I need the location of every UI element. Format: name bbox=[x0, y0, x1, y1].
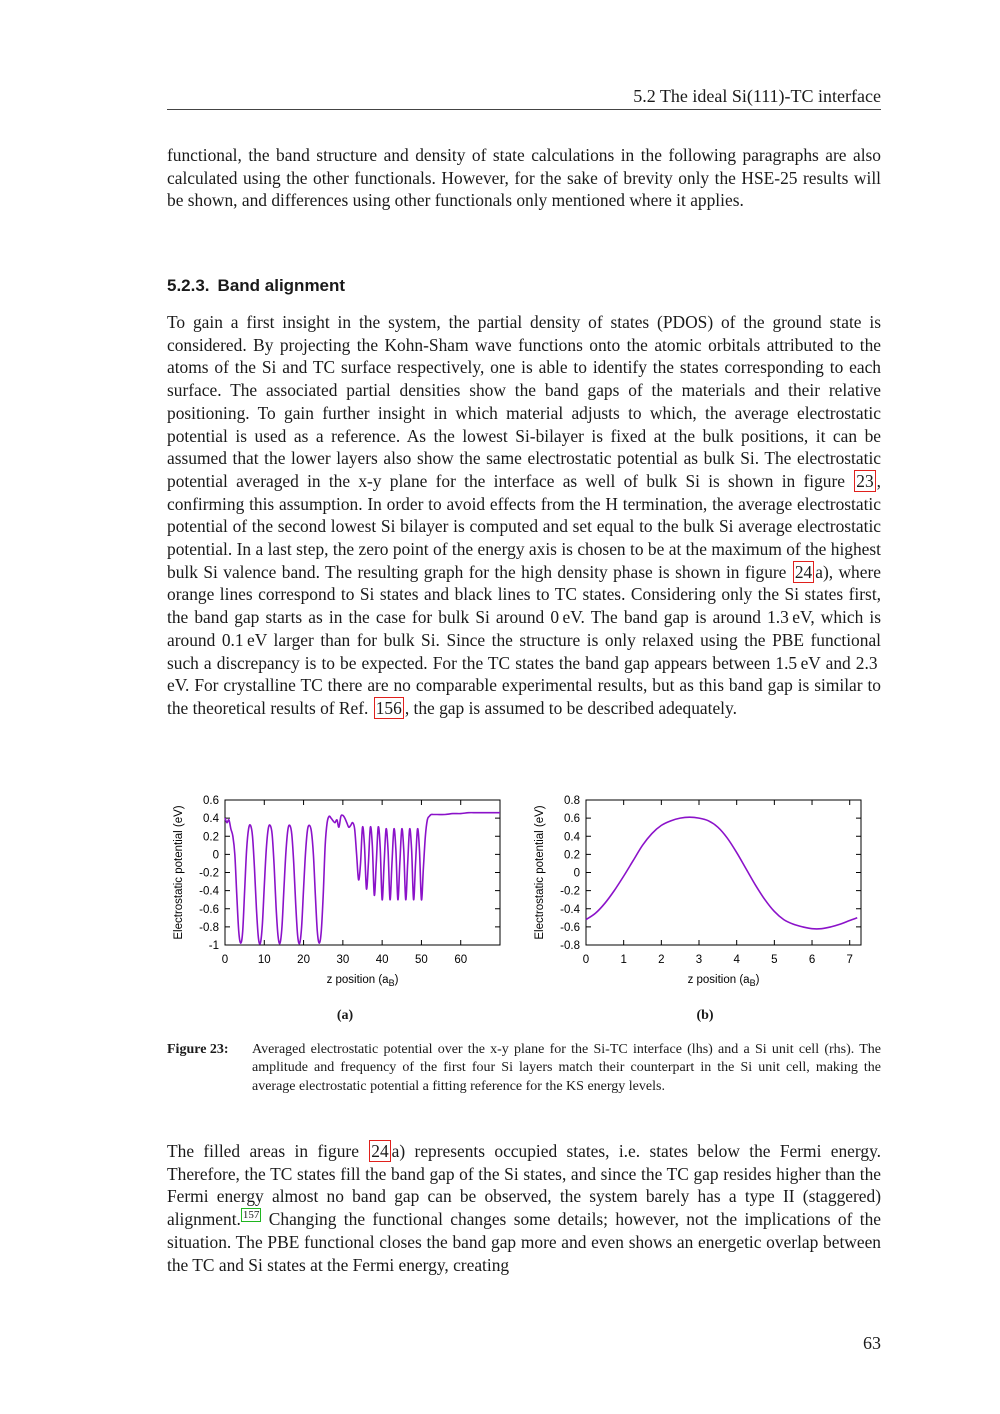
x-tick-label: 5 bbox=[771, 954, 778, 966]
y-tick-label: 0.4 bbox=[203, 813, 219, 826]
paragraph-filled-areas bbox=[167, 1140, 881, 1276]
figure-caption-text: Averaged electrostatic potential over the x-y plane for the Si-TC interface (lhs) and a Si unit cell (rhs). The amplitude and frequency of the first four Si layers match their counterpart in the Si unit cell, making the average electrostatic potential a fitting reference for the KS energy levels. bbox=[252, 1042, 881, 1094]
plot-frame bbox=[225, 800, 500, 945]
x-axis-label-sub: B bbox=[749, 978, 756, 988]
x-tick-label: 60 bbox=[454, 954, 468, 966]
y-axis-label: Electrostatic potential (eV) bbox=[173, 805, 185, 940]
x-tick-label: 10 bbox=[257, 954, 271, 966]
x-tick-label: 30 bbox=[336, 954, 350, 966]
figure-caption bbox=[167, 1041, 881, 1096]
x-tick-label: 6 bbox=[808, 954, 816, 966]
x-tick-label: 1 bbox=[620, 954, 627, 966]
chart-interface-potential bbox=[167, 785, 507, 990]
x-axis-label-end: ) bbox=[394, 974, 399, 986]
x-tick-label: 7 bbox=[846, 954, 853, 966]
header-rule bbox=[167, 109, 881, 110]
y-tick-label: -0.6 bbox=[560, 921, 580, 934]
data-series-line bbox=[225, 813, 500, 944]
x-tick-label: 50 bbox=[415, 954, 428, 966]
x-tick-label: 3 bbox=[695, 954, 703, 966]
paragraph-intro: functional, the band structure and density of state calculations in the following paragraphs are also calculated using the other functionals. However, for the sake of brevity only the HSE-25 results will be shown, and differences using other functionals only mentioned where it applies. bbox=[167, 145, 881, 211]
x-tick-label: 0 bbox=[582, 954, 590, 966]
y-tick-label: 0 bbox=[212, 849, 219, 862]
y-tick-label: -1 bbox=[208, 940, 219, 952]
data-series-line bbox=[586, 817, 857, 929]
y-tick-label: 0.4 bbox=[564, 831, 580, 844]
plot-frame bbox=[586, 800, 861, 945]
x-tick-label: 4 bbox=[733, 954, 740, 966]
figure-ref-link[interactable]: 24 bbox=[794, 561, 813, 582]
figure-ref-link[interactable]: 23 bbox=[856, 470, 874, 491]
x-tick-label: 20 bbox=[297, 954, 310, 966]
text-run: a), where orange lines correspond to Si states and black lines to TC states. Considering only the Si states first, the band gap starts as in the case for bulk Si around 0 eV. The band gap is around 1.3 eV, which is around 0.1 eV larger than for bulk Si. Since the structure is only relaxed using the PBE functional such a discrepancy is to be expected. For the TC states the band gap appears between 1.5 eV and 2.3 eV. For crystalline TC there are no comparable experimental results, but as this band gap is similar to the theoretical results of Ref. bbox=[167, 561, 881, 718]
y-tick-label: -0.2 bbox=[199, 867, 219, 880]
section-heading bbox=[167, 275, 345, 297]
citation-ref-link[interactable]: 157 bbox=[242, 1209, 260, 1222]
y-tick-label: 0.8 bbox=[564, 795, 580, 807]
x-tick-label: 2 bbox=[658, 954, 665, 966]
y-tick-label: -0.8 bbox=[199, 921, 219, 934]
y-axis-label: Electrostatic potential (eV) bbox=[534, 805, 546, 940]
x-axis-label-end: ) bbox=[755, 974, 760, 986]
y-tick-label: 0 bbox=[573, 867, 580, 880]
x-tick-label: 40 bbox=[375, 954, 389, 966]
citation-ref-link[interactable]: 156 bbox=[375, 697, 402, 718]
chart-svg-a bbox=[167, 785, 507, 990]
x-axis-label-text: z position (a bbox=[326, 974, 389, 986]
y-tick-label: -0.6 bbox=[199, 903, 219, 916]
text-run: , confirming this assumption. In order to avoid effects from the H termination, the average electrostatic potential of the second lowest Si bilayer is computed and set equal to the bulk Si average electrostatic potential. In a last step, the zero point of the energy axis is chosen to be at the maximum of the highest bulk Si valence band. The resulting graph for the high density phase is shown in figure bbox=[167, 470, 881, 582]
y-tick-label: 0.2 bbox=[564, 849, 580, 862]
section-number: 5.2.3. bbox=[167, 276, 210, 295]
text-run: The filled areas in figure bbox=[167, 1141, 359, 1161]
y-tick-label: 0.6 bbox=[203, 795, 219, 807]
chart-bulk-si-potential bbox=[528, 785, 868, 990]
subcaption-a: (a) bbox=[336, 1008, 354, 1023]
text-run: a) represents occupied states, i.e. states below the Fermi energy. Therefore, the TC states fill the band gap of the Si states, and since the TC gap resides higher than the Fermi energy almost no band gap can be observed, the system barely has a type II (staggered) alignment. bbox=[167, 1141, 881, 1230]
x-axis-label-text: z position (a bbox=[687, 974, 750, 986]
paragraph-band-alignment bbox=[167, 311, 881, 720]
y-tick-label: -0.8 bbox=[560, 940, 580, 952]
x-axis-label-sub: B bbox=[388, 978, 395, 988]
x-axis-label bbox=[688, 974, 760, 988]
y-tick-label: -0.4 bbox=[560, 903, 580, 916]
running-header: 5.2 The ideal Si(111)-TC interface bbox=[633, 86, 881, 106]
text-run: To gain a first insight in the system, the partial density of states (PDOS) of the ground state is considered. By projecting the Kohn-Sham wave functions onto the atomic orbitals attributed to the atoms of the Si and TC surface respectively, one is able to identify the states corresponding to each surface. The associated partial densities show the band gaps of the materials and their relative positioning. To gain further insight in which material adjusts to which, the average electrostatic potential is used as a reference. As the lowest Si-bilayer is fixed at the bulk positions, it can be assumed that the lower layers also show the same electrostatic potential as bulk Si. The electrostatic potential averaged in the x-y plane for the interface as well of bulk Si is shown in figure bbox=[167, 312, 881, 491]
subcaption-b: (b) bbox=[696, 1008, 714, 1023]
y-tick-label: -0.2 bbox=[560, 885, 580, 898]
x-tick-label: 0 bbox=[221, 954, 229, 966]
chart-svg-b bbox=[528, 785, 868, 990]
section-title: Band alignment bbox=[217, 276, 346, 295]
x-axis-label bbox=[327, 974, 399, 988]
text-run: Changing the functional changes some details; however, not the implications of the situation. The PBE functional closes the band gap more and even shows an energetic overlap between the TC and Si states at the Fermi energy, creating bbox=[167, 1209, 881, 1275]
y-tick-label: -0.4 bbox=[199, 885, 219, 898]
figure-ref-link[interactable]: 24 bbox=[371, 1141, 389, 1161]
y-tick-label: 0.2 bbox=[203, 831, 219, 844]
figure-label: Figure 23: bbox=[167, 1042, 229, 1057]
y-tick-label: 0.6 bbox=[564, 813, 580, 826]
text-run: , the gap is assumed to be described adequately. bbox=[404, 697, 737, 718]
page-number: 63 bbox=[863, 1333, 881, 1353]
